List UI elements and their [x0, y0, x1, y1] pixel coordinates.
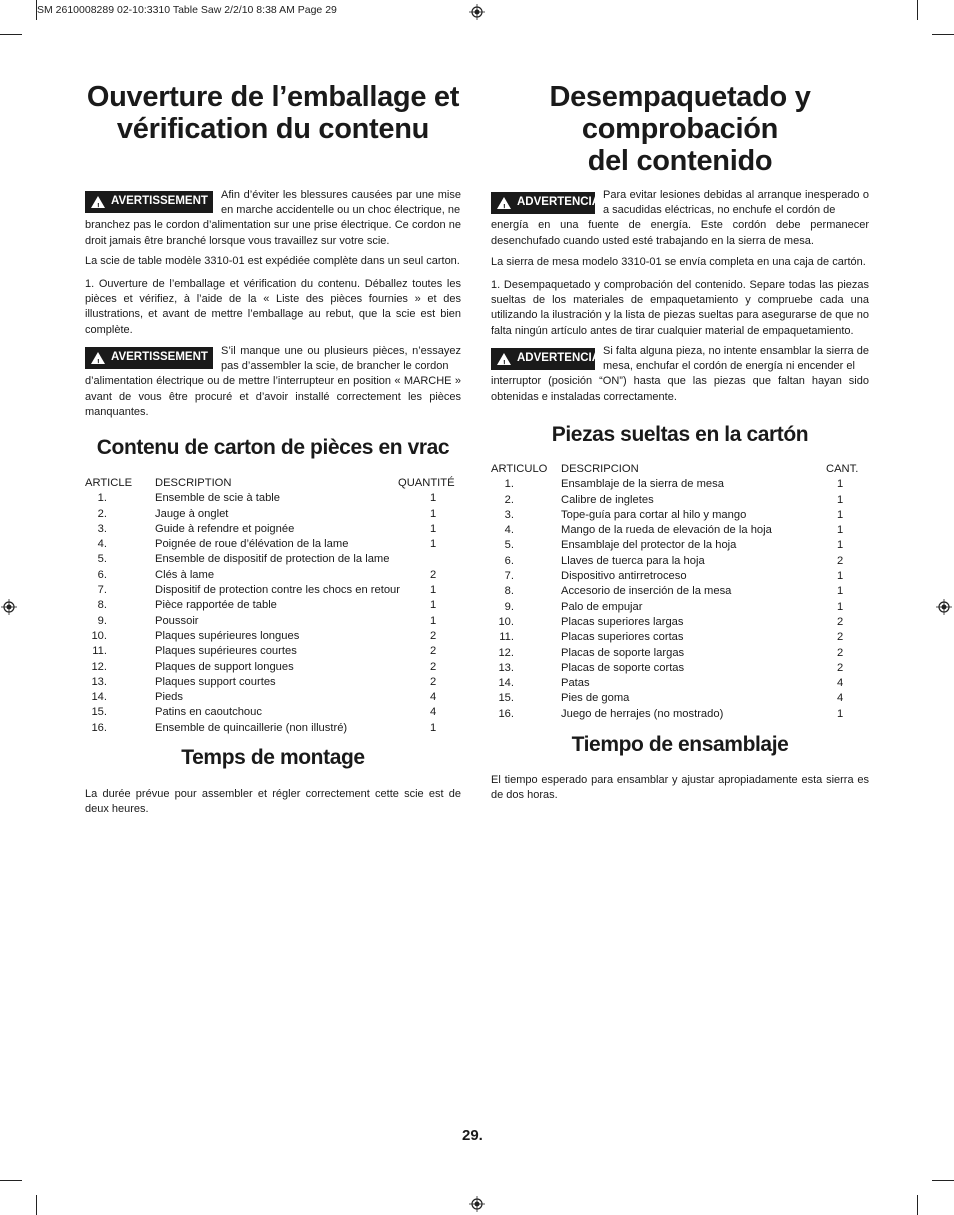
table-row — [85, 552, 461, 567]
table-cell: 1 — [837, 524, 844, 537]
table-row — [85, 690, 461, 705]
table-cell: 1 — [430, 599, 437, 612]
table-row — [491, 584, 869, 599]
crop-mark — [36, 0, 37, 20]
table-cell: 2 — [837, 631, 844, 644]
table-row — [491, 646, 869, 661]
table-cell: 1 — [837, 707, 844, 720]
spanish-time-text: El tiempo esperado para ensamblar y ajustar apropiadamente esta sierra es de dos horas. — [491, 774, 869, 802]
crop-mark — [932, 1180, 954, 1181]
table-row — [491, 676, 869, 691]
table-cell: 14. — [498, 677, 514, 690]
table-row — [491, 493, 869, 508]
french-warning-2: ! AVERTISSEMENT S’il manque une ou plusieurs pièces, n’essayez pas d’assembler la scie, de brancher le cordon d’alimentation électrique ou de mettre l’interrupteur en position « MARCHE » avant de vous être procuré et d’avoir installé correctement les pièces manquantes. — [85, 345, 461, 418]
table-row — [85, 705, 461, 720]
table-cell: 10. — [498, 615, 514, 628]
table-row — [491, 600, 869, 615]
table-cell: 4 — [430, 691, 437, 704]
crop-mark — [0, 1180, 22, 1181]
table-cell: 7. — [97, 584, 107, 597]
table-row — [491, 615, 869, 630]
table-cell: 5. — [97, 553, 107, 566]
table-cell: 2 — [430, 675, 437, 688]
page-number: 29. — [462, 1127, 483, 1144]
table-row — [491, 554, 869, 569]
table-cell: Placas superiores cortas — [561, 631, 684, 644]
table-cell: 9. — [504, 600, 514, 613]
warning-triangle-icon: ! — [91, 352, 105, 364]
table-row — [491, 630, 869, 645]
table-cell: 4. — [504, 524, 514, 537]
registration-mark-icon — [936, 599, 952, 615]
table-cell: 8. — [504, 585, 514, 598]
spanish-warning-2: ! ADVERTENCIA Si falta alguna pieza, no intente ensamblar la sierra de mesa, enchufar el cordón de energía ni encender el interruptor (posición “ON”) hasta que las piezas que faltan hayan sido obtenidas e instaladas correctamente. — [491, 345, 869, 403]
table-cell: 4 — [430, 706, 437, 719]
table-cell: 1 — [430, 492, 437, 505]
table-cell: 2 — [837, 554, 844, 567]
table-cell: 1 — [837, 600, 844, 613]
table-row — [491, 538, 869, 553]
table-cell: Poussoir — [155, 614, 199, 627]
print-slug: SM 2610008289 02-10:3310 Table Saw 2/2/10 8:38 AM Page 29 — [37, 4, 337, 16]
table-row — [85, 721, 461, 736]
table-header-cell: ARTICLE — [85, 477, 133, 489]
warning-badge: ! ADVERTENCIA — [491, 192, 595, 214]
table-header-cell: DESCRIPTION — [155, 477, 232, 489]
table-cell: Dispositif de protection contre les chocs en retour — [155, 584, 401, 597]
table-row — [491, 707, 869, 722]
table-row — [491, 661, 869, 676]
table-row — [85, 675, 461, 690]
table-cell: 5. — [504, 539, 514, 552]
table-cell: 2. — [504, 493, 514, 506]
table-cell: 2 — [837, 661, 844, 674]
crop-mark — [917, 1195, 918, 1215]
table-cell: 6. — [97, 568, 107, 581]
spanish-shipped-text: La sierra de mesa modelo 3310-01 se envía completa en una caja de cartón. — [491, 256, 866, 268]
table-cell: 15. — [91, 706, 107, 719]
table-cell: 12. — [91, 660, 107, 673]
table-cell: Mango de la rueda de elevación de la hoja — [561, 524, 772, 537]
table-row — [85, 598, 461, 613]
table-cell: 4 — [837, 692, 844, 705]
table-cell: 2 — [430, 629, 437, 642]
table-cell: Pies de goma — [561, 692, 630, 705]
warning-badge: ! AVERTISSEMENT — [85, 347, 213, 369]
table-cell: Placas superiores largas — [561, 615, 684, 628]
table-cell: Llaves de tuerca para la hoja — [561, 554, 705, 567]
table-header-row — [491, 462, 869, 477]
spanish-title: Desempaquetado y comprobación del contenido — [549, 81, 811, 177]
table-cell: 1 — [837, 508, 844, 521]
french-time-heading: Temps de montage — [181, 746, 365, 769]
warning-badge: ! AVERTISSEMENT — [85, 191, 213, 213]
table-cell: Plaques de support longues — [155, 660, 294, 673]
table-cell: Ensemble de quincaillerie (non illustré) — [155, 721, 348, 734]
warning-triangle-icon: ! — [91, 196, 105, 208]
table-cell: 10. — [91, 629, 107, 642]
french-warning-1: ! AVERTISSEMENT Afin d’éviter les blessures causées par une mise en marche accidentelle ou un choc électrique, ne branchez pas le cordon d’alimentation sur une prise électrique. Ce cordon ne droit jamais être branché lorsque vous travaillez sur votre scie. — [85, 189, 461, 247]
table-cell: 1 — [837, 493, 844, 506]
table-cell: 4. — [97, 538, 107, 551]
table-cell: Pièce rapportée de table — [155, 599, 277, 612]
french-parts-heading: Contenu de carton de pièces en vrac — [96, 436, 450, 459]
table-cell: 15. — [498, 692, 514, 705]
table-cell: 6. — [504, 554, 514, 567]
table-row — [85, 537, 461, 552]
table-cell: Ensemble de dispositif de protection de la lame — [155, 553, 390, 566]
table-row — [85, 491, 461, 506]
table-cell: 1 — [430, 584, 437, 597]
table-cell: 2 — [837, 646, 844, 659]
table-cell: 1 — [430, 538, 437, 551]
table-cell: 1 — [837, 539, 844, 552]
table-cell: 8. — [97, 599, 107, 612]
table-cell: 9. — [97, 614, 107, 627]
spanish-warning-1: ! ADVERTENCIA Para evitar lesiones debidas al arranque inesperado o a sacudidas eléctricas, no enchufe el cordón de energía en una fuente de energía. Este cordón debe permanecer desenchufado cuando usted esté trabajando en la sierra de mesa. — [491, 189, 869, 247]
table-row — [491, 691, 869, 706]
table-cell: Accesorio de inserción de la mesa — [561, 585, 732, 598]
table-cell: Ensemble de scie à table — [155, 492, 281, 505]
table-cell: 4 — [837, 677, 844, 690]
table-cell: Ensamblaje de la sierra de mesa — [561, 478, 724, 491]
table-cell: 12. — [498, 646, 514, 659]
table-cell: Ensamblaje del protector de la hoja — [561, 539, 737, 552]
table-row — [491, 508, 869, 523]
table-cell: Plaques supérieures courtes — [155, 645, 297, 658]
french-step-1: 1. Ouverture de l’emballage et vérification du contenu. Déballez toutes les pièces et vérifiez, à l’aide de la « Liste des pièces fournies » et des illustrations, et avant de mettre l’emballage au rebut, que la scie est bien complète. — [85, 278, 461, 336]
table-cell: 13. — [498, 661, 514, 674]
table-cell: Dispositivo antirretroceso — [561, 570, 687, 583]
table-cell: 2 — [837, 615, 844, 628]
table-cell: 16. — [91, 721, 107, 734]
french-title: Ouverture de l’emballage et vérification du contenu — [86, 81, 460, 145]
table-cell: 11. — [92, 645, 107, 658]
table-row — [85, 522, 461, 537]
french-parts-table — [85, 476, 461, 736]
spanish-step-1: 1. Desempaquetado y comprobación del contenido. Separe todas las piezas sueltas de los materiales de empaquetamiento y compruebe cada una utilizando la ilustración y la lista de piezas sueltas para asegurarse de que no falta ningún artículo antes de tirar cualquier material de empaquetamiento. — [491, 279, 869, 337]
spanish-parts-heading: Piezas sueltas en la cartón — [551, 423, 809, 446]
crop-mark — [917, 0, 918, 20]
table-header-cell: CANT. — [826, 463, 859, 475]
table-cell: Plaques supérieures longues — [155, 629, 300, 642]
warning-badge: ! ADVERTENCIA — [491, 348, 595, 370]
french-shipped-text: La scie de table modèle 3310-01 est expédiée complète dans un seul carton. — [85, 255, 460, 267]
crop-mark — [36, 1195, 37, 1215]
table-cell: 1 — [837, 570, 844, 583]
table-cell: Calibre de ingletes — [561, 493, 654, 506]
table-row — [85, 660, 461, 675]
table-cell: Patins en caoutchouc — [155, 706, 262, 719]
table-cell: 1 — [430, 721, 437, 734]
table-cell: 7. — [504, 570, 514, 583]
table-cell: 1 — [430, 522, 437, 535]
table-cell: Guide à refendre et poignée — [155, 522, 295, 535]
table-cell: 2 — [430, 645, 437, 658]
table-cell: 13. — [91, 675, 107, 688]
table-cell: 2. — [97, 507, 107, 520]
warning-triangle-icon: ! — [497, 197, 511, 209]
spanish-parts-table — [491, 462, 869, 722]
table-cell: 1. — [97, 492, 107, 505]
crop-mark — [932, 34, 954, 35]
table-cell: Placas de soporte cortas — [561, 661, 685, 674]
registration-mark-icon — [1, 599, 17, 615]
table-cell: 2 — [430, 660, 437, 673]
table-row — [85, 507, 461, 522]
registration-mark-icon — [469, 1196, 485, 1212]
table-cell: Clés à lame — [155, 568, 215, 581]
table-cell: Poignée de roue d’élévation de la lame — [155, 538, 349, 551]
table-cell: 1 — [837, 478, 844, 491]
french-time-text: La durée prévue pour assembler et régler correctement cette scie est de deux heures. — [85, 788, 461, 816]
table-cell: 2 — [430, 568, 437, 581]
table-row — [85, 614, 461, 629]
table-header-cell: QUANTITÉ — [398, 477, 455, 489]
table-row — [85, 629, 461, 644]
warning-triangle-icon: ! — [497, 353, 511, 365]
table-cell: 1 — [430, 507, 437, 520]
table-cell: Juego de herrajes (no mostrado) — [561, 707, 724, 720]
table-header-cell: ARTICULO — [491, 463, 548, 475]
table-cell: Tope-guía para cortar al hilo y mango — [561, 508, 747, 521]
table-cell: 1 — [430, 614, 437, 627]
table-cell: Palo de empujar — [561, 600, 643, 613]
table-row — [491, 523, 869, 538]
table-cell: 16. — [498, 707, 514, 720]
table-cell: Placas de soporte largas — [561, 646, 685, 659]
table-header-cell: DESCRIPCION — [561, 463, 639, 475]
table-cell: Plaques support courtes — [155, 675, 276, 688]
crop-mark — [0, 34, 22, 35]
table-cell: 3. — [97, 522, 107, 535]
table-row — [85, 583, 461, 598]
table-row — [85, 644, 461, 659]
table-cell: 1. — [504, 478, 514, 491]
table-cell: 1 — [837, 585, 844, 598]
table-row — [491, 569, 869, 584]
table-cell: Pieds — [155, 691, 183, 704]
table-cell: Jauge à onglet — [155, 507, 229, 520]
spanish-time-heading: Tiempo de ensamblaje — [571, 733, 789, 756]
table-cell: 11. — [499, 631, 514, 644]
table-cell: 14. — [91, 691, 107, 704]
table-cell: 3. — [504, 508, 514, 521]
table-header-row — [85, 476, 461, 491]
registration-mark-icon — [469, 4, 485, 20]
table-cell: Patas — [561, 677, 590, 690]
table-row — [85, 568, 461, 583]
table-row — [491, 477, 869, 492]
